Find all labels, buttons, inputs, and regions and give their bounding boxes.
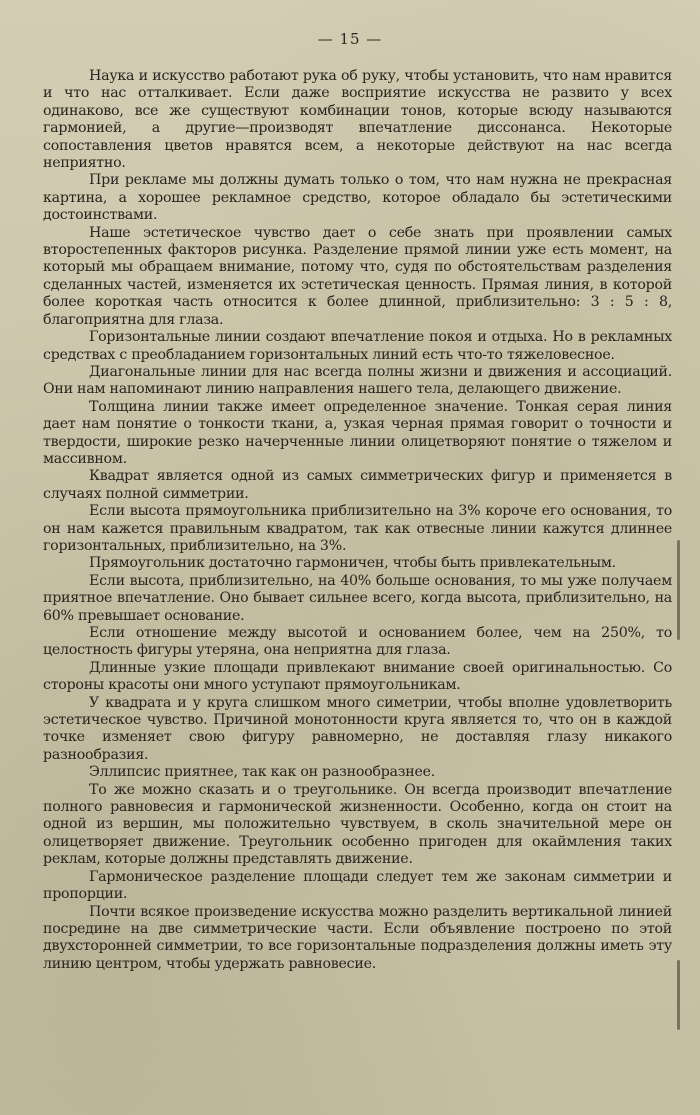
main-text: [43, 68, 672, 973]
margin-pencil-mark-lower: [677, 960, 680, 1030]
paragraph-16: Гармоническое разделение площади следует тем же законам симметрии и пропорции.: [43, 868, 672, 903]
paragraph-5: Диагональные линии для нас всегда полны жизни и движения и ассоциаций. Они нам напоминают линию направления нашего тела, делающего движение.: [43, 363, 672, 398]
paragraph-2: При рекламе мы должны думать только о том, что нам нужна не прекрасная картина, а хорошее рекламное средство, которое обладало бы эстетическими достоинствами.: [43, 172, 672, 224]
page-number: — 15 —: [317, 30, 383, 48]
paragraph-14: Эллипсис приятнее, так как он разнообразнее.: [89, 764, 436, 781]
paragraph-9: Прямоугольник достаточно гармоничен, чтобы быть привлекательным.: [89, 555, 616, 572]
paragraph-8: Если высота прямоугольника приблизительно на 3% короче его основания, то он нам кажется правильным квадратом, так как отвесные линии кажутся длиннее горизонтальных, приблизительно, на 3%.: [43, 503, 672, 554]
paragraph-7: Квадрат является одной из самых симметрических фигур и применяется в случаях полной симметрии.: [43, 468, 672, 502]
paragraph-1: Наука и искусство работают рука об руку, чтобы установить, что нам нравится и что нас отталкивает. Если даже восприятие искусства не развито у всех одинаково, все же существуют комбинации тонов, которые всюду называются гармонией, а другие—производят впечатление диссонанса. Некоторые сопоставления цветов нравятся всем, а некоторые действуют на нас всегда неприятно.: [43, 68, 672, 172]
paragraph-15: То же можно сказать и о треугольнике. Он всегда производит впечатление полного равновесия и гармонической жизненности. Особенно, когда он стоит на одной из вершин, мы положительно чувствуем, в сколь значительной мере он олицетворяет движение. Треугольник особенно пригоден для окаймления таких реклам, которые должны представлять движение.: [43, 781, 672, 868]
paragraph-4: Горизонтальные линии создают впечатление покоя и отдыха. Но в рекламных средствах с преобладанием горизонтальных линий есть что-то тяжеловесное.: [43, 329, 672, 363]
paragraph-10: Если высота, приблизительно, на 40% больше основания, то мы уже получаем приятное впечатление. Оно бывает сильнее всего, когда высота, приблизительно, на 60% превышает основание.: [43, 572, 672, 624]
paragraph-13: У квадрата и у круга слишком много симетрии, чтобы вполне удовлетворить эстетическое чувство. Причиной монотонности круга является то, что он в каждой точке изменяет свою фигуру равномерно, не доставляя глазу никакого разнообразия.: [43, 694, 672, 763]
margin-pencil-mark-upper: [677, 540, 680, 640]
paragraph-11: Если отношение между высотой и основанием более, чем на 250%, то целостность фигуры утеряна, она неприятна для глаза.: [43, 625, 672, 659]
paragraph-6: Толщина линии также имеет определенное значение. Тонкая серая линия дает нам понятие о тонкости ткани, а, узкая черная прямая говорит о точности и твердости, широкие резко начерченные линии олицетворяют понятие о тяжелом и массивном.: [43, 398, 672, 467]
paragraph-12: Длинные узкие площади привлекают внимание своей оригинальностью. Со стороны красоты они много уступают прямоугольникам.: [43, 659, 672, 694]
paragraph-3: Наше эстетическое чувство дает о себе знать при проявлении самых второстепенных факторов рисунка. Разделение прямой линии уже есть момент, на который мы обращаем внимание, потому что, судя по обстоятельствам разделения сделанных частей, изменяется их эстетическая ценность. Прямая линия, в которой более короткая часть относится к более длинной, приблизительно: 3 : 5 : 8, благоприятна для глаза.: [43, 224, 672, 328]
paragraph-17: Почти всякое произведение искусства можно разделить вертикальной линией посредине на две симметрические части. Если объявление построено по этой двухсторонней симметрии, то все горизонтальные подразделения должны иметь эту линию центром, чтобы удержать равновесие.: [43, 903, 672, 972]
